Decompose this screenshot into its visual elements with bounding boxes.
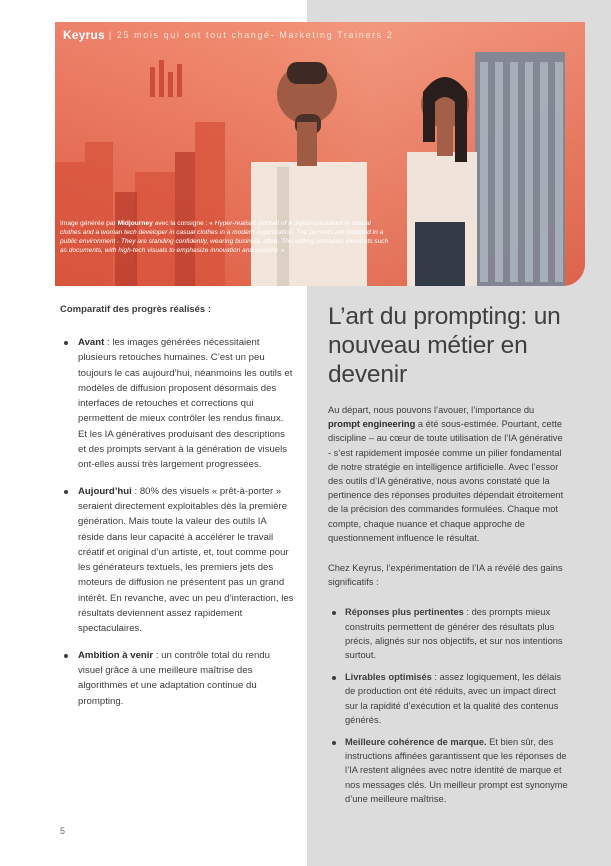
item-text: assez logiquement, les délais de production ont été réduits, avec un impact direct sur la rapidité d’exécution et la qualité des contenus générés.: [345, 672, 562, 725]
item-sep: :: [131, 485, 140, 497]
hero-caption: [60, 219, 390, 255]
list-item: [60, 335, 294, 473]
item-label: Meilleure cohérence de marque.: [345, 737, 487, 748]
keyrus-logo: Keyrus: [63, 28, 105, 42]
list-item: [331, 670, 568, 727]
intro-before: Au départ, nous pouvons l’avouer, l’importance du: [328, 405, 535, 415]
item-text: 80% des visuels « prêt-à-porter » seraient directement exploitables dès la première génération. Mais toute la valeur des outils IA réside dans leur capacité à accélérer le travail créatif et original d’un artiste, et, tout comme pour les générateurs textuels, les premiers jets des moteurs de diffusion ne présentent pas un grand intérêt. En revanche, avec un peu d’interaction, les résultats deviennent assez rapidement spectaculaires.: [78, 485, 294, 635]
list-item: [60, 648, 294, 709]
gains-list: [328, 605, 568, 806]
section-title: L’art du prompting: un nouveau métier en devenir: [328, 303, 561, 388]
item-text: les images générées nécessitaient plusieurs retouches humaines. C’est un peu toujours le cas aujourd’hui, néanmoins les outils et modèles de diffusion proposent désormais des interfaces de retouches et corrections qui permettent de mieux contrôler les rendus finaux. Et les IA génératives produisant des descriptions et des prompts servant à la génération de visuels ont-elles aussi très largement progressées.: [78, 337, 293, 471]
intro-bold: prompt engineering: [328, 419, 416, 430]
header-title: 25 mois qui ont tout changé- Marketing Trainers 2: [116, 30, 394, 40]
item-text: Et bien sûr, des instructions affinées garantissent que les réponses de l’IA restent alignées avec notre identité de marque et nos messages clés. Un meilleur prompt est synonyme d’une meilleure maîtrise.: [345, 737, 568, 804]
header-separator: |: [108, 30, 113, 40]
item-label: Avant: [78, 337, 105, 348]
caption-middle: avec la consigne : «: [152, 220, 215, 227]
left-column: [60, 304, 294, 720]
item-sep: :: [431, 672, 440, 683]
caption-suffix: »: [279, 247, 285, 254]
item-label: Réponses plus pertinentes: [345, 607, 464, 618]
intro-after: a été sous-estimée. Pourtant, cette discipline – au cœur de toute utilisation de l’IA générative - s’est rapidement imposée comme un pilier fondamental de notre stratégie en intelligence artificielle. Avec l’essor des outils d’IA générative, nous avons constaté que la pertinence des réponses produites dépendait étroitement de la précision des commandes formulées. Chaque mot compte, chaque nuance et chaque approche de questionnement influence le résultat.: [328, 419, 564, 543]
progress-subheading: Comparatif des progrès réalisés :: [60, 304, 211, 315]
item-sep: :: [463, 607, 472, 618]
list-item: [331, 735, 568, 806]
list-item: [331, 605, 568, 662]
item-sep: :: [104, 337, 113, 348]
page-number: 5: [60, 826, 66, 836]
right-column: [328, 302, 568, 814]
hero-image: [55, 22, 585, 286]
caption-prompt: Hyper-realistic portrait of a digital consultant in casual clothes and a woman tech developer in casual clothes in a modern organization. The persons are depicted in a public environment . They are standing confidently, wearing business attire. The setting combines elements such as documents, with high-tech visuals to emphasize innovation and security.: [60, 220, 389, 254]
gains-intro: Chez Keyrus, l’expérimentation de l’IA a révélé des gains significatifs :: [328, 563, 563, 588]
item-label: Livrables optimisés: [345, 672, 432, 683]
list-item: [60, 484, 294, 637]
item-text: des prompts mieux construits permettent de générer des résultats plus précis, alignés sur nos objectifs, et sur nos intentions surtout.: [345, 607, 563, 661]
item-label: Ambition à venir: [78, 649, 154, 661]
caption-tool: Midjourney: [117, 220, 153, 227]
intro-paragraph: [328, 403, 568, 545]
item-sep: :: [153, 649, 162, 661]
item-text: un contrôle total du rendu visuel grâce à une meilleure maîtrise des algorithmes et une adaptation continue du prompting.: [78, 649, 270, 707]
progress-list: [60, 335, 294, 709]
item-label: Aujourd’hui: [78, 485, 132, 497]
hero-header: [63, 28, 393, 42]
caption-prefix: Image générée par: [60, 220, 118, 227]
